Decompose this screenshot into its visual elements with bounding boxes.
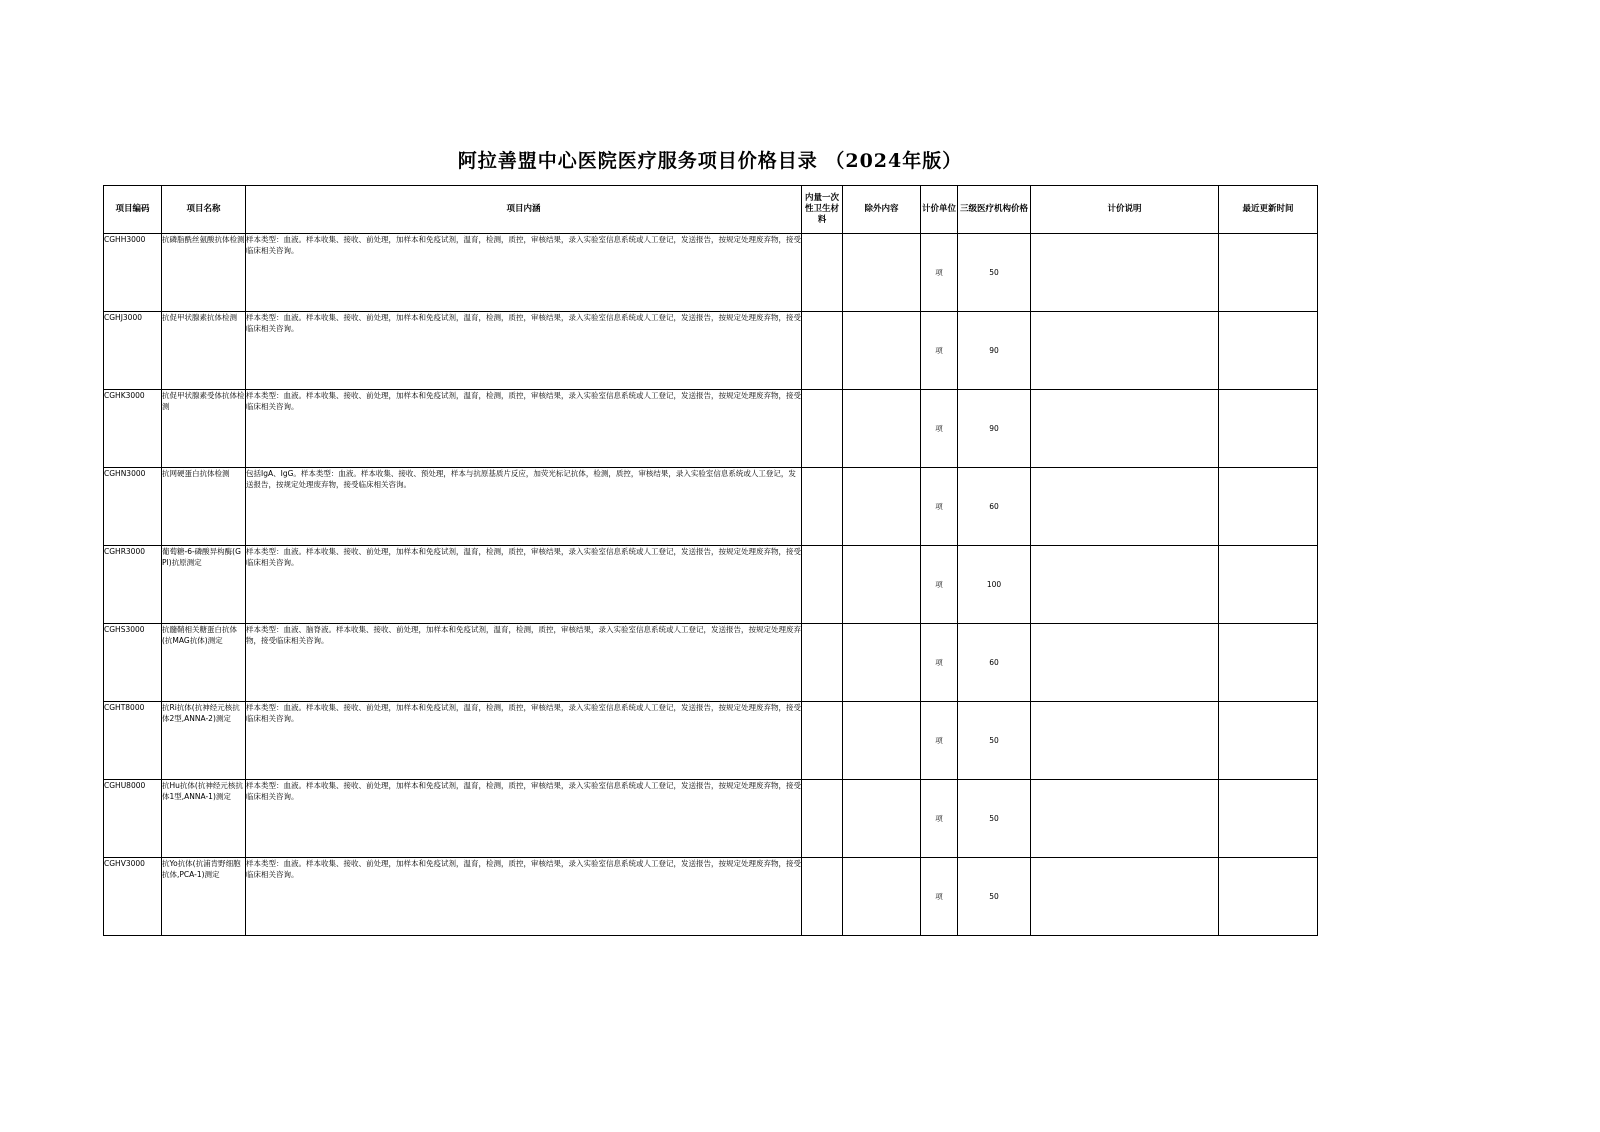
cell-note <box>1031 624 1219 702</box>
header-note: 计价说明 <box>1031 186 1219 234</box>
header-material: 内量一次性卫生材料 <box>802 186 843 234</box>
cell-unit: 项 <box>921 702 958 780</box>
table-row <box>104 390 1318 468</box>
cell-excluded <box>843 234 921 312</box>
cell-content: 样本类型：血液。样本收集、接收、前处理，加样本和免疫试剂，温育，检测，质控，审核结果，录入实验室信息系统或人工登记，发送报告，按规定处理废弃物，接受临床相关咨询。 <box>246 546 802 624</box>
cell-content: 样本类型：血液、脑脊液。样本收集、接收、前处理，加样本和免疫试剂，温育，检测，质控，审核结果，录入实验室信息系统或人工登记，发送报告，按规定处理废弃物，接受临床相关咨询。 <box>246 624 802 702</box>
cell-excluded <box>843 390 921 468</box>
cell-unit: 项 <box>921 390 958 468</box>
table-row <box>104 546 1318 624</box>
cell-unit: 项 <box>921 624 958 702</box>
cell-updated <box>1219 546 1318 624</box>
cell-content: 样本类型：血液。样本收集、接收、前处理，加样本和免疫试剂，温育，检测，质控，审核结果，录入实验室信息系统或人工登记，发送报告，按规定处理废弃物，接受临床相关咨询。 <box>246 312 802 390</box>
header-unit: 计价单位 <box>921 186 958 234</box>
cell-material <box>802 234 843 312</box>
cell-updated <box>1219 780 1318 858</box>
cell-price: 50 <box>958 780 1031 858</box>
cell-price: 100 <box>958 546 1031 624</box>
cell-note <box>1031 312 1219 390</box>
cell-unit: 项 <box>921 234 958 312</box>
cell-excluded <box>843 702 921 780</box>
cell-code: CGHR3000 <box>104 546 162 624</box>
header-excluded: 除外内容 <box>843 186 921 234</box>
cell-code: CGHU8000 <box>104 780 162 858</box>
cell-material <box>802 780 843 858</box>
cell-note <box>1031 390 1219 468</box>
cell-name: 葡萄糖-6-磷酸异构酶(GPI)抗原测定 <box>162 546 246 624</box>
cell-excluded <box>843 780 921 858</box>
cell-note <box>1031 546 1219 624</box>
cell-material <box>802 468 843 546</box>
cell-name: 抗网硬蛋白抗体检测 <box>162 468 246 546</box>
table-row <box>104 624 1318 702</box>
cell-name: 抗Ri抗体(抗神经元核抗体2型,ANNA-2)测定 <box>162 702 246 780</box>
cell-content: 样本类型：血液。样本收集、接收、前处理，加样本和免疫试剂，温育，检测，质控，审核结果，录入实验室信息系统或人工登记，发送报告，按规定处理废弃物，接受临床相关咨询。 <box>246 390 802 468</box>
cell-code: CGHT8000 <box>104 702 162 780</box>
cell-unit: 项 <box>921 780 958 858</box>
cell-price: 90 <box>958 390 1031 468</box>
cell-updated <box>1219 234 1318 312</box>
cell-code: CGHS3000 <box>104 624 162 702</box>
cell-name: 抗促甲状腺素抗体检测 <box>162 312 246 390</box>
cell-code: CGHH3000 <box>104 234 162 312</box>
cell-content: 样本类型：血液。样本收集、接收、前处理，加样本和免疫试剂，温育，检测，质控，审核结果，录入实验室信息系统或人工登记，发送报告，按规定处理废弃物，接受临床相关咨询。 <box>246 234 802 312</box>
cell-code: CGHK3000 <box>104 390 162 468</box>
cell-note <box>1031 858 1219 936</box>
cell-content: 包括IgA、IgG。样本类型：血液。样本收集、接收、预处理，样本与抗原基质片反应，加荧光标记抗体，检测，质控，审核结果，录入实验室信息系统或人工登记，发送报告，按规定处理废弃物，接受临床相关咨询。 <box>246 468 802 546</box>
cell-excluded <box>843 858 921 936</box>
cell-price: 50 <box>958 858 1031 936</box>
cell-price: 90 <box>958 312 1031 390</box>
cell-unit: 项 <box>921 312 958 390</box>
cell-unit: 项 <box>921 546 958 624</box>
cell-unit: 项 <box>921 468 958 546</box>
cell-material <box>802 624 843 702</box>
table-row <box>104 234 1318 312</box>
cell-material <box>802 702 843 780</box>
header-row <box>104 186 1318 234</box>
page-title: 阿拉善盟中心医院医疗服务项目价格目录 （2024年版） <box>457 150 963 172</box>
cell-material <box>802 858 843 936</box>
cell-material <box>802 546 843 624</box>
cell-material <box>802 312 843 390</box>
cell-price: 50 <box>958 234 1031 312</box>
cell-note <box>1031 780 1219 858</box>
cell-name: 抗促甲状腺素受体抗体检测 <box>162 390 246 468</box>
cell-updated <box>1219 468 1318 546</box>
cell-material <box>802 390 843 468</box>
header-content: 项目内涵 <box>246 186 802 234</box>
cell-code: CGHN3000 <box>104 468 162 546</box>
header-updated: 最近更新时间 <box>1219 186 1318 234</box>
table-row <box>104 858 1318 936</box>
cell-price: 60 <box>958 468 1031 546</box>
cell-code: CGHJ3000 <box>104 312 162 390</box>
cell-updated <box>1219 624 1318 702</box>
cell-updated <box>1219 390 1318 468</box>
cell-price: 50 <box>958 702 1031 780</box>
header-price: 三级医疗机构价格 <box>958 186 1031 234</box>
cell-name: 抗髓鞘相关糖蛋白抗体(抗MAG抗体)测定 <box>162 624 246 702</box>
cell-content: 样本类型：血液。样本收集、接收、前处理，加样本和免疫试剂，温育，检测，质控，审核结果，录入实验室信息系统或人工登记，发送报告，按规定处理废弃物，接受临床相关咨询。 <box>246 702 802 780</box>
table-row <box>104 312 1318 390</box>
cell-name: 抗磷脂酰丝氨酸抗体检测 <box>162 234 246 312</box>
header-code: 项目编码 <box>104 186 162 234</box>
cell-note <box>1031 468 1219 546</box>
cell-updated <box>1219 312 1318 390</box>
cell-note <box>1031 702 1219 780</box>
cell-excluded <box>843 546 921 624</box>
cell-excluded <box>843 468 921 546</box>
table-row <box>104 780 1318 858</box>
cell-excluded <box>843 624 921 702</box>
cell-name: 抗Yo抗体(抗浦肯野细胞抗体,PCA-1)测定 <box>162 858 246 936</box>
header-name: 项目名称 <box>162 186 246 234</box>
cell-updated <box>1219 702 1318 780</box>
cell-content: 样本类型：血液。样本收集、接收、前处理，加样本和免疫试剂，温育，检测，质控，审核结果，录入实验室信息系统或人工登记，发送报告，按规定处理废弃物，接受临床相关咨询。 <box>246 780 802 858</box>
cell-updated <box>1219 858 1318 936</box>
cell-excluded <box>843 312 921 390</box>
cell-price: 60 <box>958 624 1031 702</box>
cell-unit: 项 <box>921 858 958 936</box>
cell-name: 抗Hu抗体(抗神经元核抗体1型,ANNA-1)测定 <box>162 780 246 858</box>
table-row <box>104 468 1318 546</box>
table-row <box>104 702 1318 780</box>
cell-content: 样本类型：血液。样本收集、接收、前处理，加样本和免疫试剂，温育，检测，质控，审核结果，录入实验室信息系统或人工登记，发送报告，按规定处理废弃物，接受临床相关咨询。 <box>246 858 802 936</box>
price-table <box>103 185 1318 936</box>
cell-code: CGHV3000 <box>104 858 162 936</box>
cell-note <box>1031 234 1219 312</box>
